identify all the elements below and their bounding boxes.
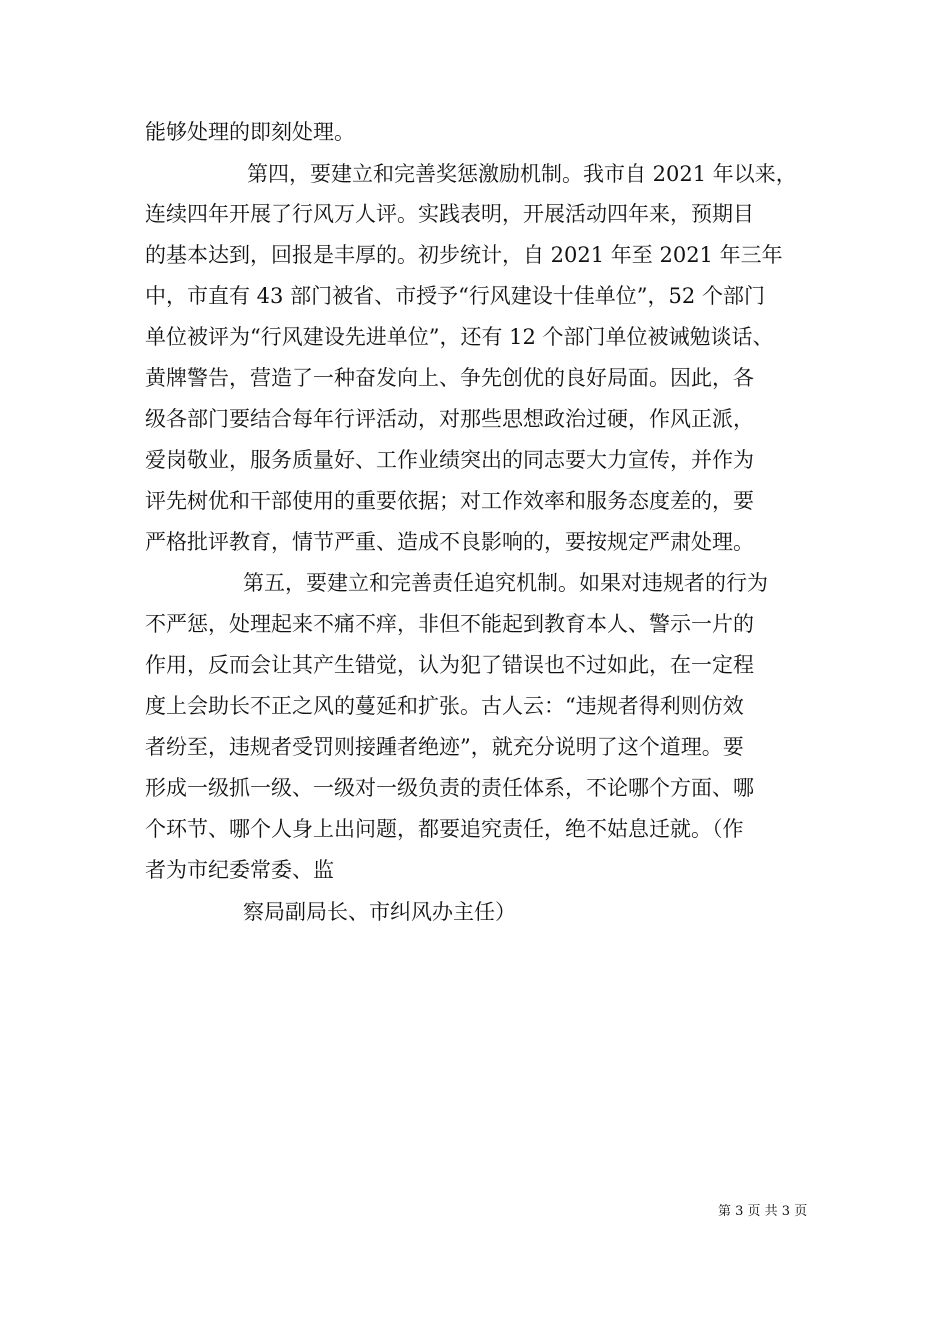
text-line: 连续四年开展了行风万人评。实践表明，开展活动四年来，预期目 xyxy=(145,202,754,226)
text-line: 严格批评教育，情节严重、造成不良影响的，要按规定严肃处理。 xyxy=(145,530,754,554)
text-line: 单位被评为“行风建设先进单位”，还有 12 个部门单位被诫勉谈话、 xyxy=(145,325,774,349)
text-line: 个环节、哪个人身上出问题，都要追究责任，绝不姑息迁就。（作 xyxy=(145,817,744,841)
text-line: 形成一级抓一级、一级对一级负责的责任体系，不论哪个方面、哪 xyxy=(145,776,754,800)
text-line: 度上会助长不正之风的蔓延和扩张。古人云：“违规者得利则仿效 xyxy=(145,694,744,718)
text-line: 黄牌警告，营造了一种奋发向上、争先创优的良好局面。因此，各 xyxy=(145,366,754,390)
text-line: 级各部门要结合每年行评活动，对那些思想政治过硬，作风正派， xyxy=(145,407,754,431)
text-line: 不严惩，处理起来不痛不痒，非但不能起到教育本人、警示一片的 xyxy=(145,612,754,636)
text-line: 评先树优和干部使用的重要依据；对工作效率和服务态度差的，要 xyxy=(145,489,754,513)
text-line: 作用，反而会让其产生错觉，认为犯了错误也不过如此，在一定程 xyxy=(145,653,754,677)
text-line: 者为市纪委常委、监 xyxy=(145,858,334,882)
text-line: 的基本达到，回报是丰厚的。初步统计，自 2021 年至 2021 年三年 xyxy=(145,243,783,267)
paragraph-5-first-line: 第五，要建立和完善责任追究机制。如果对违规者的行为 xyxy=(243,571,768,595)
paragraph-4-first-line: 第四，要建立和完善奖惩激励机制。我市自 2021 年以来， xyxy=(247,162,797,186)
text-line: 中，市直有 43 部门被省、市授予“行风建设十佳单位”，52 个部门 xyxy=(145,284,765,308)
page-number-footer: 第 3 页 共 3 页 xyxy=(718,1204,808,1219)
text-line: 能够处理的即刻处理。 xyxy=(145,120,355,144)
text-line: 爱岗敬业，服务质量好、工作业绩突出的同志要大力宣传，并作为 xyxy=(145,448,754,472)
text-line: 者纷至，违规者受罚则接踵者绝迹”，就充分说明了这个道理。要 xyxy=(145,735,744,759)
author-note-line: 察局副局长、市纠风办主任） xyxy=(243,900,516,924)
